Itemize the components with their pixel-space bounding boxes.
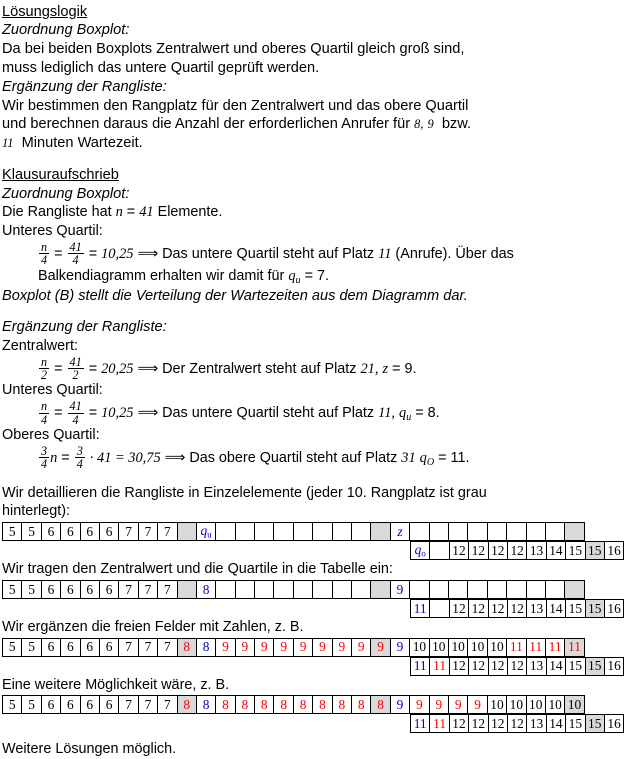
paragraph-boxplot-line2: muss lediglich das untere Quartil geprüft werden. xyxy=(2,59,320,76)
calc-unteres-quartil-1-line1 xyxy=(2,241,637,267)
rank-cell xyxy=(429,599,449,618)
spacer-2 xyxy=(2,305,637,318)
rank-cell xyxy=(370,522,390,541)
rank-cell: 9 xyxy=(467,695,487,714)
section-heading-klausuraufschrieb: Klausuraufschrieb xyxy=(2,167,119,184)
rank-cell xyxy=(254,522,274,541)
rank-cell: 15 xyxy=(585,714,605,733)
symbol-qo-cell: qo xyxy=(414,541,426,559)
table-3-filled-variant-a xyxy=(2,638,637,676)
rank-cell: 14 xyxy=(546,541,566,560)
subheading-zuordnung-boxplot-1: Zuordnung Boxplot: xyxy=(2,22,130,39)
rank-cell: 9 xyxy=(215,638,235,657)
label-table-4: Eine weitere Möglichkeit wäre, z. B. xyxy=(2,676,230,693)
rangliste-text-bzw: bzw. xyxy=(441,116,472,133)
rank-cell: 10 xyxy=(487,638,507,657)
rank-cell: 10 xyxy=(526,695,546,714)
calc-u1-line2-text: Balkendiagramm erhalten wir damit für xyxy=(38,267,285,284)
rank-cell: 14 xyxy=(546,714,566,733)
rank-cell: 10 xyxy=(545,695,565,714)
rank-cell xyxy=(467,580,487,599)
rank-cell: 8 xyxy=(273,695,293,714)
rank-cell xyxy=(467,522,487,541)
rank-cell: 9 xyxy=(273,638,293,657)
rank-cell: 6 xyxy=(60,695,80,714)
result-10-25-b: 10,25 xyxy=(101,405,134,422)
rank-cell xyxy=(390,522,410,541)
value-41: 41 xyxy=(139,204,154,221)
rank-cell xyxy=(410,541,430,560)
table-row xyxy=(410,599,637,618)
rank-cell: 8 xyxy=(370,695,390,714)
label-unteres-quartil-1: Unteres Quartil: xyxy=(2,223,103,240)
rank-cell xyxy=(429,541,449,560)
calc-u1-text-a: Das untere Quartil steht auf Platz xyxy=(162,245,375,262)
rank-cell: 12 xyxy=(449,714,469,733)
rank-cell: 11 xyxy=(506,638,526,657)
table-4-filled-variant-b xyxy=(2,695,637,733)
rank-cell: 8 xyxy=(177,695,197,714)
rank-cell: 9 xyxy=(235,638,255,657)
calc-z-text: Der Zentralwert steht auf Platz xyxy=(162,360,357,377)
rank-cell xyxy=(448,580,468,599)
rank-cell: 16 xyxy=(604,714,624,733)
rank-cell: 10 xyxy=(429,638,449,657)
rank-cell xyxy=(370,580,390,599)
table-row xyxy=(410,657,637,676)
symbol-z-cell: z xyxy=(397,523,403,539)
spacer-3 xyxy=(2,471,637,484)
subheading-ergaenzung-rangliste-2: Ergänzung der Rangliste: xyxy=(2,319,167,336)
calc-unteres-quartil-1-line2 xyxy=(2,267,637,287)
rank-cell: 9 xyxy=(390,638,410,657)
table-1-detailed-ranklist xyxy=(2,522,637,560)
line-rangliste-elements xyxy=(2,203,637,222)
rank-cell: 5 xyxy=(2,695,22,714)
rank-cell: 10 xyxy=(409,638,429,657)
rank-cell xyxy=(254,580,274,599)
rank-cell: 6 xyxy=(41,580,61,599)
rank-cell: 12 xyxy=(468,657,488,676)
product-41-result: · 41 = 30,75 xyxy=(89,449,161,466)
implies-arrow-4: ⟹ xyxy=(164,449,186,466)
rank-cell: 15 xyxy=(585,599,605,618)
rank-cell: 15 xyxy=(565,541,585,560)
rank-cell: 5 xyxy=(21,580,41,599)
symbol-qu: $q_u$ xyxy=(288,267,301,286)
fraction-3-over-4-b: $\frac{3}{4}$ xyxy=(76,443,83,472)
equals-sign-5: = xyxy=(88,360,98,377)
spacer-4 xyxy=(2,733,637,740)
rank-cell: 9 xyxy=(390,580,410,599)
rank-cell: 9 xyxy=(448,695,468,714)
rank-cell: 6 xyxy=(41,638,61,657)
rank-cell: 12 xyxy=(488,599,508,618)
rank-cell: 15 xyxy=(585,657,605,676)
rank-cell: 9 xyxy=(312,638,332,657)
symbol-qu-b: $q_u$ xyxy=(399,405,412,424)
paragraph-rangliste-line1: Wir bestimmen den Rangplatz für den Zentralwert und das obere Quartil xyxy=(2,97,469,114)
rank-cell: 8 xyxy=(312,695,332,714)
paragraph-boxplot-line1: Da bei beiden Boxplots Zentralwert und oberes Quartil gleich groß sind, xyxy=(2,40,465,57)
fraction-41-over-4-b: $\frac{41}{4}$ xyxy=(69,399,82,427)
implies-arrow-3: ⟹ xyxy=(137,405,159,422)
rank-cell: 9 xyxy=(409,695,429,714)
equals-sign-2: = xyxy=(54,245,63,262)
rank-cell xyxy=(196,522,216,541)
fraction-n-over-2: $\frac{n}{2}$ xyxy=(41,354,48,383)
rank-cell: 10 xyxy=(564,695,584,714)
rank-cell: 6 xyxy=(99,580,119,599)
paragraph-rangliste-line2 xyxy=(2,115,637,134)
symbol-n: n xyxy=(115,204,123,221)
rangliste-value-9: 9 xyxy=(427,117,434,132)
rank-cell xyxy=(506,522,526,541)
rank-cell xyxy=(235,522,255,541)
rank-cell: 13 xyxy=(526,714,546,733)
implies-arrow-1: ⟹ xyxy=(137,245,159,262)
footer-note: Weitere Lösungen möglich. xyxy=(2,741,177,758)
rank-cell: 11 xyxy=(410,657,430,676)
rank-cell: 5 xyxy=(21,695,41,714)
table-row xyxy=(2,580,637,599)
rank-cell xyxy=(545,522,565,541)
rank-cell: 10 xyxy=(506,695,526,714)
rangliste-text-a: und berechnen daraus die Anzahl der erforderlichen Anrufer für xyxy=(2,116,411,133)
rank-cell: 15 xyxy=(565,599,585,618)
rank-cell: 9 xyxy=(429,695,449,714)
rank-cell: 7 xyxy=(157,522,177,541)
rank-cell: 12 xyxy=(488,714,508,733)
rank-cell: 14 xyxy=(546,657,566,676)
rank-cell: 11 xyxy=(545,638,565,657)
rank-21: 21, xyxy=(360,360,379,377)
rank-cell xyxy=(215,580,235,599)
rank-cell xyxy=(429,522,449,541)
rank-cell: 15 xyxy=(565,714,585,733)
subheading-ergaenzung-rangliste-1: Ergänzung der Rangliste: xyxy=(2,78,167,95)
rank-cell: 12 xyxy=(507,714,527,733)
rangliste-elements-text-a: Die Rangliste hat xyxy=(2,204,112,221)
rank-cell: 5 xyxy=(21,638,41,657)
rank-cell: 6 xyxy=(41,522,61,541)
rank-cell: 7 xyxy=(138,638,158,657)
rank-cell: 6 xyxy=(80,522,100,541)
rank-cell: 7 xyxy=(118,580,138,599)
rank-cell: 6 xyxy=(99,695,119,714)
rank-cell xyxy=(312,580,332,599)
rank-cell xyxy=(177,522,197,541)
rank-cell: 8 xyxy=(196,580,216,599)
rank-cell: 11 xyxy=(564,638,584,657)
table-2-with-median-quartiles xyxy=(2,580,637,618)
rank-cell: 16 xyxy=(604,657,624,676)
rank-cell: 10 xyxy=(487,695,507,714)
rank-cell: 11 xyxy=(429,714,449,733)
paragraph-rangliste-line3 xyxy=(2,134,637,153)
value-z-9: = 9. xyxy=(392,360,417,377)
rank-cell: 6 xyxy=(80,695,100,714)
section-heading-loesungslogik: Lösungslogik xyxy=(2,4,88,20)
equals-sign-3: = xyxy=(88,245,98,262)
rank-cell: 8 xyxy=(235,695,255,714)
rank-cell: 11 xyxy=(526,638,546,657)
calc-unteres-quartil-2 xyxy=(2,400,637,426)
rank-cell: 5 xyxy=(2,580,22,599)
rank-cell: 6 xyxy=(60,638,80,657)
rank-cell: 7 xyxy=(138,695,158,714)
rank-cell: 15 xyxy=(565,657,585,676)
rank-cell: 7 xyxy=(157,580,177,599)
rank-cell: 9 xyxy=(332,638,352,657)
rank-cell xyxy=(506,580,526,599)
rank-cell xyxy=(564,580,584,599)
rank-cell: 8 xyxy=(196,695,216,714)
rank-cell: 14 xyxy=(546,599,566,618)
result-10-25: 10,25 xyxy=(101,245,134,262)
rank-cell: 5 xyxy=(21,522,41,541)
rank-cell: 9 xyxy=(351,638,371,657)
rank-cell xyxy=(351,580,371,599)
fraction-41-over-4: $\frac{41}{4}$ xyxy=(69,239,82,268)
rank-cell: 7 xyxy=(157,695,177,714)
rank-cell: 7 xyxy=(118,638,138,657)
rank-cell: 12 xyxy=(449,541,469,560)
rank-31: 31 xyxy=(401,449,416,466)
rank-cell: 8 xyxy=(196,638,216,657)
rank-cell xyxy=(332,580,352,599)
rank-cell: 8 xyxy=(177,638,197,657)
subheading-zuordnung-boxplot-2: Zuordnung Boxplot: xyxy=(2,185,130,202)
equals-sign-4: = xyxy=(54,360,63,377)
rank-cell: 16 xyxy=(604,541,624,560)
rank-cell xyxy=(273,522,293,541)
rank-cell: 13 xyxy=(526,599,546,618)
rank-cell xyxy=(215,522,235,541)
rank-cell: 6 xyxy=(80,638,100,657)
table-row xyxy=(410,541,637,560)
rank-cell: 12 xyxy=(468,714,488,733)
rank-cell xyxy=(273,580,293,599)
calc-zentralwert xyxy=(2,356,637,382)
rank-cell: 7 xyxy=(118,695,138,714)
equals-sign-6: = xyxy=(54,405,63,422)
rank-cell xyxy=(235,580,255,599)
rank-cell: 10 xyxy=(448,638,468,657)
rank-cell: 11 xyxy=(410,599,430,618)
intro-detailed-ranklist-line2: hinterlegt): xyxy=(2,503,70,520)
rank-cell: 7 xyxy=(118,522,138,541)
rank-cell xyxy=(545,580,565,599)
symbol-z: z xyxy=(382,360,389,377)
rank-cell xyxy=(177,580,197,599)
table-row xyxy=(2,638,637,657)
rank-cell: 8 xyxy=(332,695,352,714)
rank-cell: 15 xyxy=(585,541,605,560)
rank-cell xyxy=(487,580,507,599)
rank-cell xyxy=(448,522,468,541)
table-row xyxy=(2,695,637,714)
label-zentralwert: Zentralwert: xyxy=(2,337,78,354)
rank-cell: 12 xyxy=(488,541,508,560)
rank-cell: 6 xyxy=(99,522,119,541)
rank-cell: 7 xyxy=(138,522,158,541)
rank-cell: 10 xyxy=(467,638,487,657)
rank-cell: 6 xyxy=(60,580,80,599)
rank-cell: 9 xyxy=(370,638,390,657)
rank-cell xyxy=(293,522,313,541)
rank-cell xyxy=(409,580,429,599)
rank-cell: 12 xyxy=(468,541,488,560)
rank-cell: 6 xyxy=(80,580,100,599)
rank-cell: 9 xyxy=(293,638,313,657)
rank-cell xyxy=(332,522,352,541)
fraction-n-over-4: $\frac{n}{4}$ xyxy=(41,239,48,268)
rank-cell: 12 xyxy=(507,657,527,676)
label-table-2: Wir tragen den Zentralwert und die Quartile in die Tabelle ein: xyxy=(2,561,393,578)
symbol-n-b: n xyxy=(50,449,58,466)
rank-cell: 12 xyxy=(449,599,469,618)
rank-cell xyxy=(312,522,332,541)
rank-cell xyxy=(351,522,371,541)
label-unteres-quartil-2: Unteres Quartil: xyxy=(2,382,103,399)
rank-cell: 6 xyxy=(41,695,61,714)
rank-cell xyxy=(487,522,507,541)
fraction-n-over-4-b: $\frac{n}{4}$ xyxy=(41,399,48,427)
fraction-41-over-2: $\frac{41}{2}$ xyxy=(69,354,82,383)
calc-u1-text-b: (Anrufe). Über das xyxy=(395,245,514,262)
rank-cell xyxy=(526,522,546,541)
rangliste-elements-text-b: Elemente. xyxy=(157,204,223,221)
value-qu-7: = 7. xyxy=(304,267,329,284)
rangliste-value-8: 8, xyxy=(414,117,424,132)
rank-cell: 5 xyxy=(2,522,22,541)
rank-cell: 6 xyxy=(60,522,80,541)
rank-cell xyxy=(293,580,313,599)
rank-cell: 8 xyxy=(254,695,274,714)
rank-cell: 12 xyxy=(449,657,469,676)
rank-cell: 6 xyxy=(99,638,119,657)
rank-cell: 13 xyxy=(526,541,546,560)
rank-cell: 11 xyxy=(410,714,430,733)
equals-sign-7: = xyxy=(88,405,98,422)
rank-cell: 8 xyxy=(215,695,235,714)
rank-cell: 12 xyxy=(507,541,527,560)
label-table-3: Wir ergänzen die freien Felder mit Zahlen, z. B. xyxy=(2,618,304,635)
rangliste-value-11: 11 xyxy=(2,136,14,151)
equals-sign-1: = xyxy=(126,204,136,221)
rank-cell xyxy=(526,580,546,599)
rank-11-b: 11, xyxy=(378,405,396,422)
rank-cell: 12 xyxy=(507,599,527,618)
rank-cell xyxy=(564,522,584,541)
rank-cell xyxy=(409,522,429,541)
label-oberes-quartil: Oberes Quartil: xyxy=(2,427,100,444)
rank-cell: 9 xyxy=(254,638,274,657)
equals-sign-8: = xyxy=(61,449,70,466)
symbol-qu-cell: qu xyxy=(200,522,212,540)
calc-u2-text: Das untere Quartil steht auf Platz xyxy=(162,405,375,422)
table-row xyxy=(2,522,637,541)
rank-cell: 8 xyxy=(351,695,371,714)
table-row xyxy=(410,714,637,733)
symbol-qo: $q_O$ xyxy=(419,449,435,468)
value-qu-8: = 8. xyxy=(415,405,440,422)
rank-cell: 13 xyxy=(526,657,546,676)
rank-cell: 12 xyxy=(468,599,488,618)
rank-cell: 12 xyxy=(488,657,508,676)
calc-oberes-quartil xyxy=(2,445,637,471)
rank-cell: 7 xyxy=(138,580,158,599)
result-20-25: 20,25 xyxy=(101,360,134,377)
rank-cell: 8 xyxy=(293,695,313,714)
rangliste-text-minuten: Minuten Wartezeit. xyxy=(21,135,143,152)
rank-cell: 11 xyxy=(429,657,449,676)
calc-o-text: Das obere Quartil steht auf Platz xyxy=(189,449,398,466)
intro-detailed-ranklist-line1: Wir detaillieren die Rangliste in Einzelelemente (jeder 10. Rangplatz ist grau xyxy=(2,484,487,501)
rank-cell: 9 xyxy=(390,695,410,714)
note-boxplot-b: Boxplot (B) stellt die Verteilung der Wartezeiten aus dem Diagramm dar. xyxy=(2,287,468,304)
rank-cell xyxy=(429,580,449,599)
fraction-3-over-4: $\frac{3}{4}$ xyxy=(41,443,48,472)
rank-cell: 7 xyxy=(157,638,177,657)
rank-cell: 5 xyxy=(2,638,22,657)
spacer-1 xyxy=(2,153,637,166)
rank-cell: 16 xyxy=(604,599,624,618)
value-qo-11: = 11. xyxy=(438,449,470,466)
implies-arrow-2: ⟹ xyxy=(137,360,159,377)
rank-11: 11 xyxy=(378,245,392,262)
